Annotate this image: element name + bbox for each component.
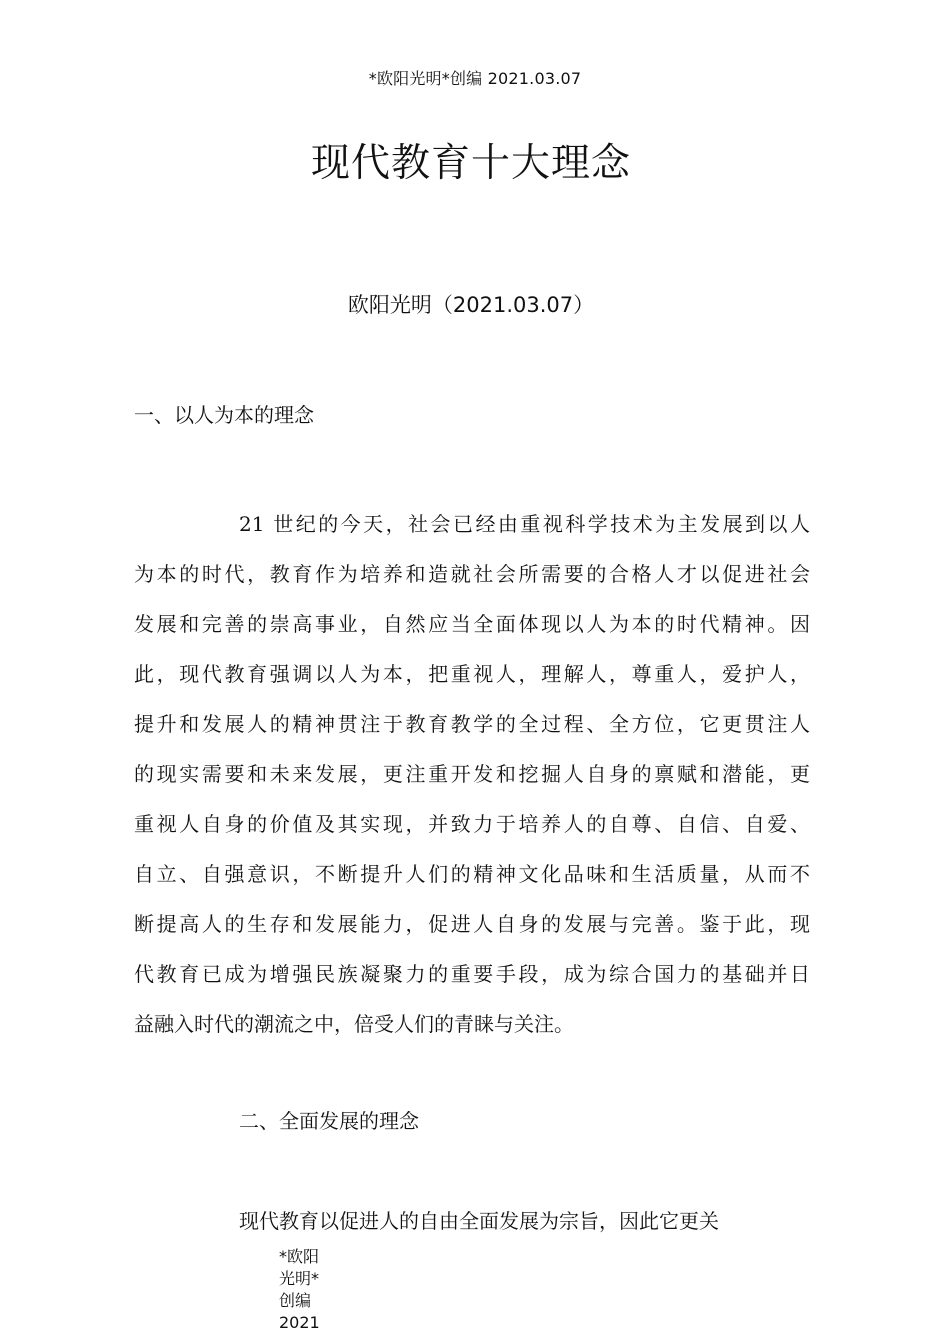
- paragraph-line: 断提高人的生存和发展能力，促进人自身的发展与完善。鉴于此，现: [134, 912, 810, 936]
- paragraph-line: 21 世纪的今天，社会已经由重视科学技术为主发展到以人: [239, 512, 810, 536]
- page-footer: *欧阳光明*创编 2021: [279, 1247, 320, 1332]
- paragraph-line: 重视人自身的价值及其实现，并致力于培养人的自尊、自信、自爱、: [134, 812, 810, 836]
- paragraph-line: 代教育已成为增强民族凝聚力的重要手段，成为综合国力的基础并日: [134, 962, 810, 986]
- paragraph-line: 自立、自强意识，不断提升人们的精神文化品味和生活质量，从而不: [134, 862, 810, 886]
- document-title: 现代教育十大理念: [310, 141, 631, 186]
- section-2-paragraph-line: 现代教育以促进人的自由全面发展为宗旨，因此它更关: [239, 1209, 719, 1233]
- paragraph-line: 发展和完善的崇高事业，自然应当全面体现以人为本的时代精神。因: [134, 612, 810, 636]
- section-heading-1: 一、以人为本的理念: [134, 403, 314, 427]
- section-heading-2: 二、全面发展的理念: [239, 1109, 419, 1133]
- paragraph-line: 的现实需要和未来发展，更注重开发和挖掘人自身的禀赋和潜能，更: [134, 762, 810, 786]
- paragraph-line: 提升和发展人的精神贯注于教育教学的全过程、全方位，它更贯注人: [134, 712, 810, 736]
- paragraph-line: 此，现代教育强调以人为本，把重视人，理解人，尊重人，爱护人，: [134, 662, 810, 686]
- author-line: 欧阳光明（2021.03.07）: [347, 293, 595, 317]
- paragraph-line: 为本的时代，教育作为培养和造就社会所需要的合格人才以促进社会: [134, 562, 810, 586]
- section-1-paragraph: [134, 499, 810, 1049]
- paragraph-line: 益融入时代的潮流之中，倍受人们的青睐与关注。: [134, 1012, 574, 1036]
- page-header: *欧阳光明*创编 2021.03.07: [368, 69, 582, 88]
